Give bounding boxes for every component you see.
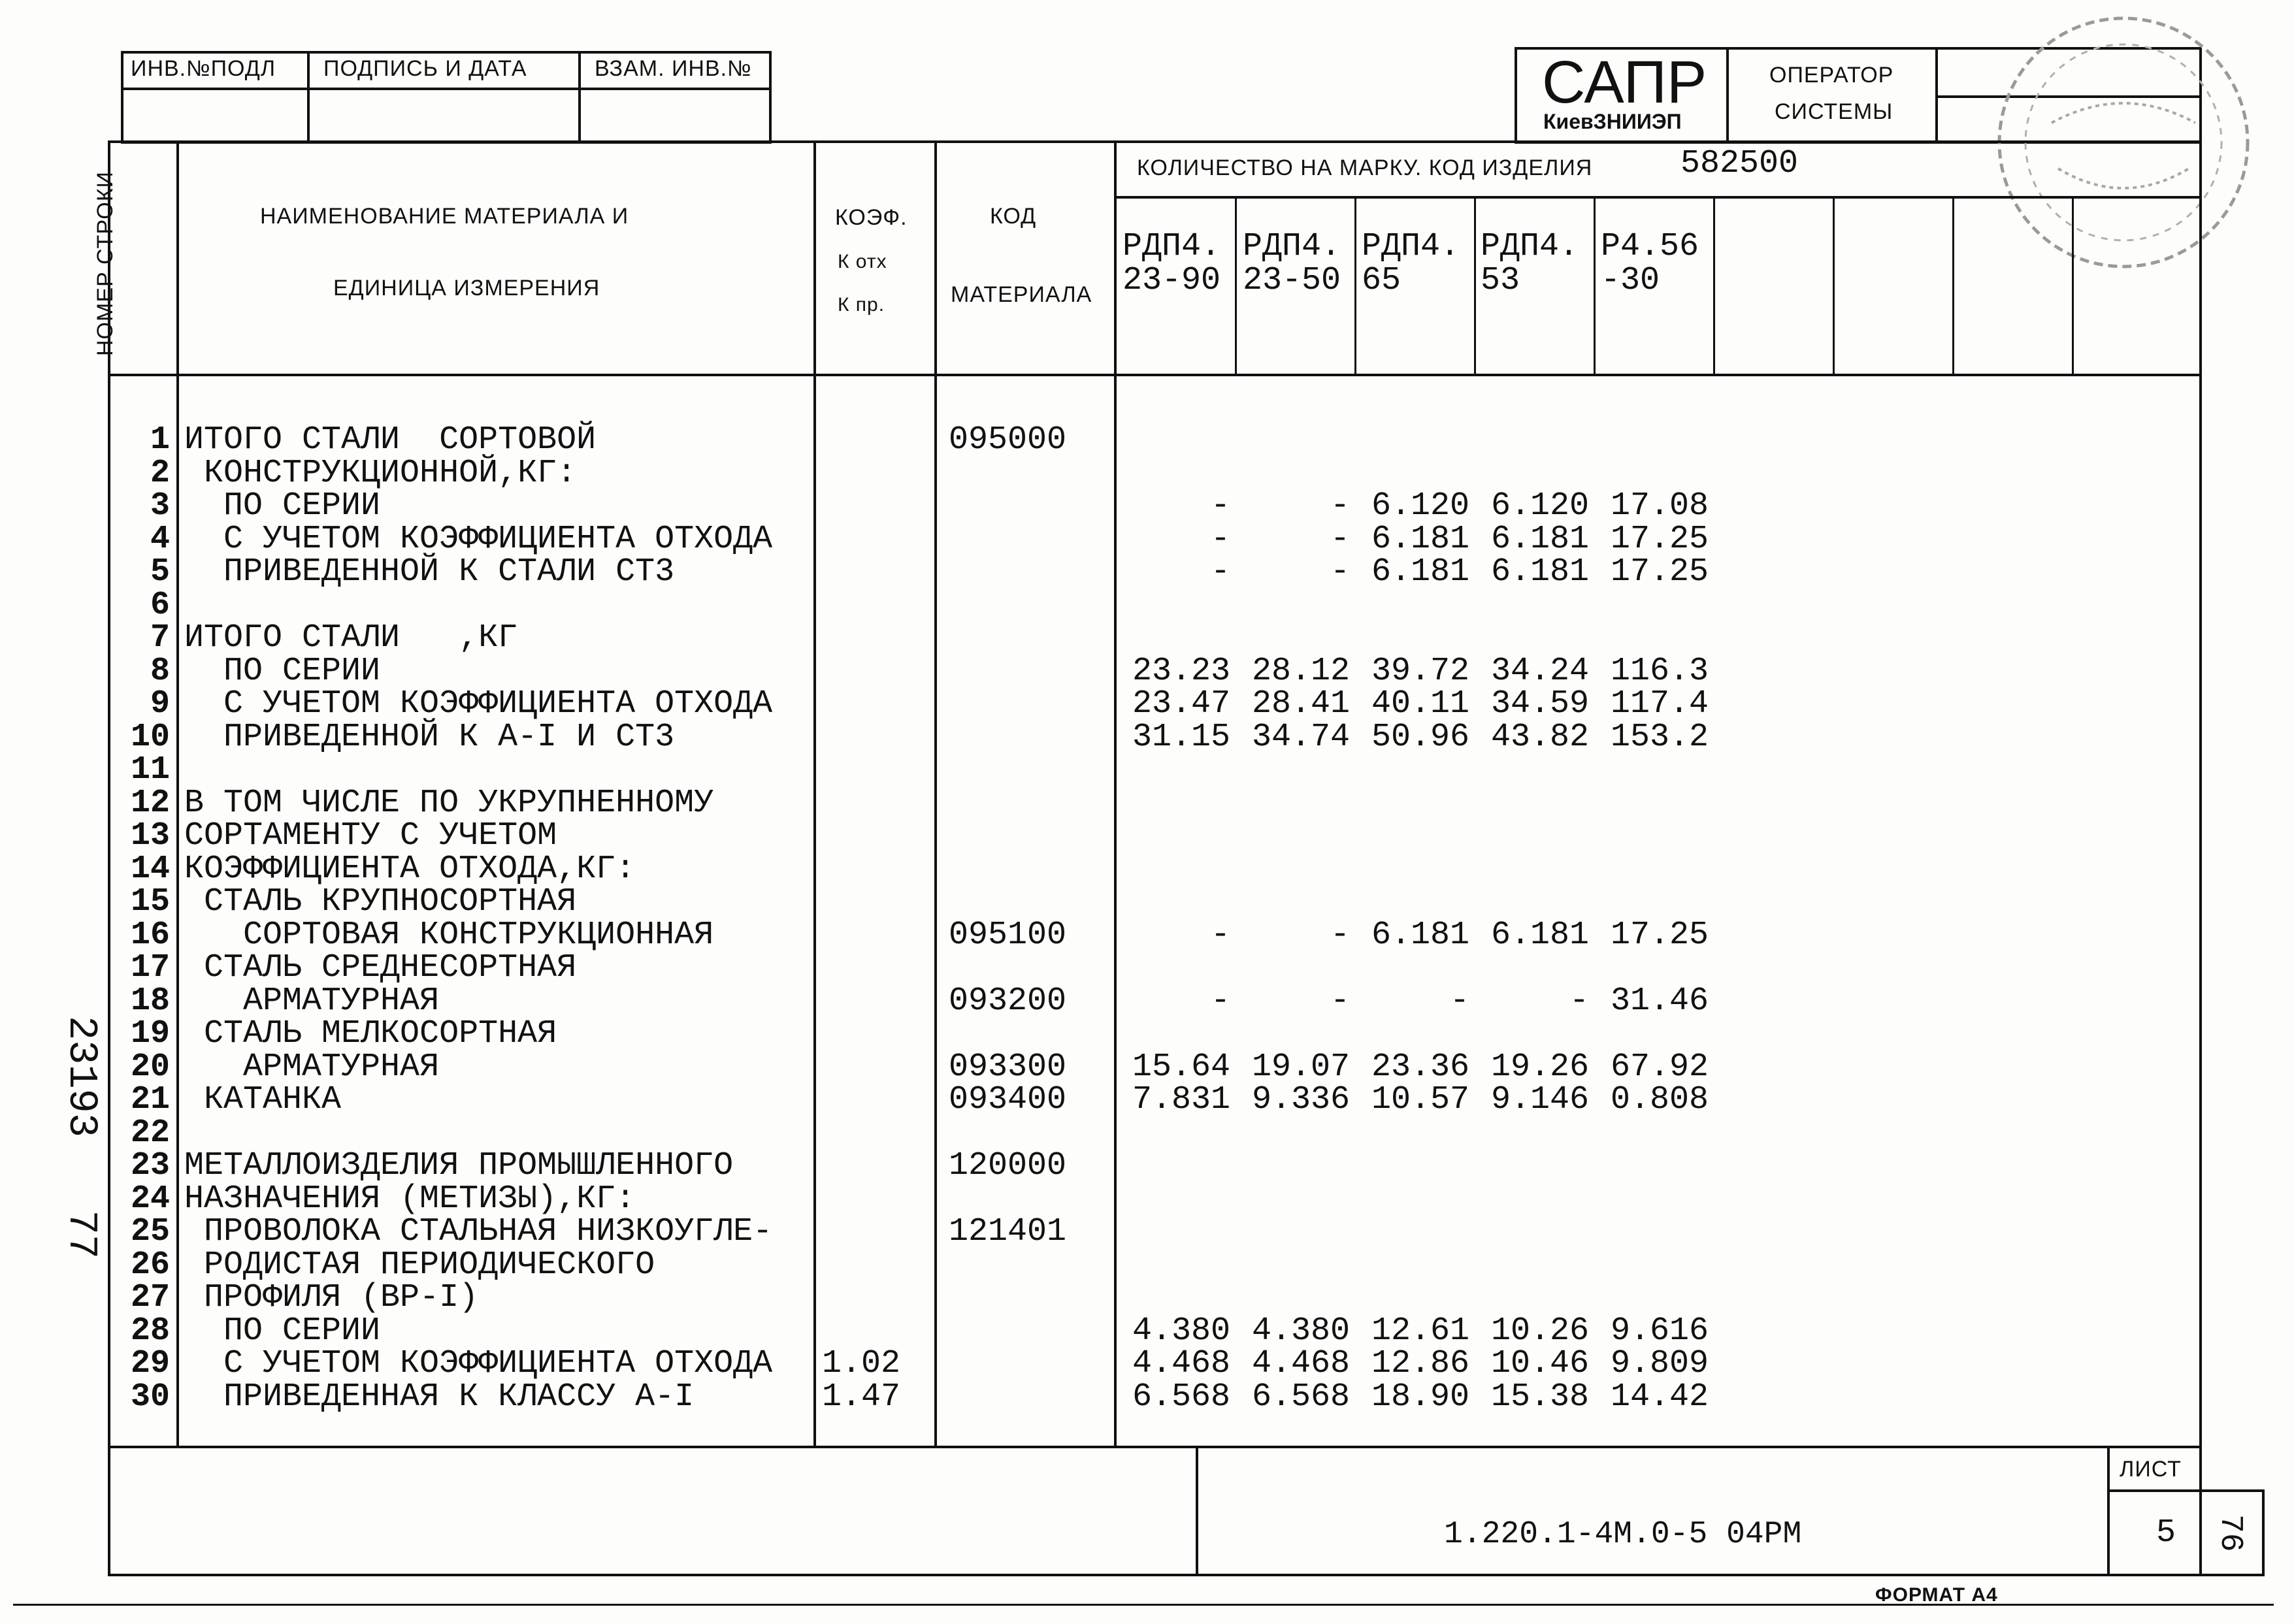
row-material-name: АРМАТУРНАЯ: [184, 982, 440, 1020]
row-coefficient: 1.02: [822, 1345, 901, 1382]
row-quantity-value: 6.120: [1371, 487, 1469, 525]
row-number: 26: [130, 1246, 170, 1284]
row-material-name: РОДИСТАЯ ПЕРИОДИЧЕСКОГО: [184, 1246, 655, 1284]
row-quantity-value: 50.96: [1371, 718, 1469, 756]
row-number: 13: [130, 817, 170, 854]
row-number: 15: [130, 883, 170, 920]
row-material-name: В ТОМ ЧИСЛЕ ПО УКРУПНЕННОМУ: [184, 784, 714, 822]
row-number: 28: [130, 1312, 170, 1350]
row-quantity-value: 34.24: [1490, 652, 1589, 690]
row-material-name: КОНСТРУКЦИОННОЙ,КГ:: [184, 454, 577, 492]
row-quantity-value: 6.568: [1132, 1378, 1230, 1416]
coef-header-line3: К пр.: [838, 294, 885, 316]
row-quantity-value: 12.61: [1371, 1312, 1469, 1350]
row-quantity-value: 116.3: [1610, 652, 1709, 690]
row-quantity-value: 153.2: [1610, 718, 1709, 756]
row-quantity-value: 4.468: [1251, 1345, 1350, 1382]
column-header-rdp4-23-90: РДП4. 23-90: [1122, 228, 1221, 299]
product-column-divider: [1474, 196, 1476, 374]
row-quantity-value: 6.181: [1371, 916, 1469, 954]
row-number: 12: [130, 784, 170, 822]
row-material-name: ИТОГО СТАЛИ СОРТОВОЙ: [184, 421, 597, 459]
operator-line2: СИСТЕМЫ: [1775, 99, 1893, 124]
row-quantity-value: 10.57: [1371, 1081, 1469, 1118]
row-quantity-value: 6.181: [1490, 916, 1589, 954]
row-material-name: С УЧЕТОМ КОЭФФИЦИЕНТА ОТХОДА: [184, 685, 773, 723]
row-quantity-value: 28.12: [1251, 652, 1350, 690]
row-quantity-value: 67.92: [1610, 1048, 1709, 1086]
row-number: 6: [150, 586, 170, 624]
column-header-rdp4-65: РДП4. 65: [1362, 228, 1460, 299]
product-column-divider: [1833, 196, 1835, 374]
row-number: 11: [130, 751, 170, 788]
row-quantity-value: 9.146: [1490, 1081, 1589, 1118]
row-quantity-value: 7.831: [1132, 1081, 1230, 1118]
row-material-name: ПО СЕРИИ: [184, 1312, 381, 1350]
row-material-code: 120000: [949, 1147, 1067, 1184]
stamp-header-inventory: ИНВ.№ПОДЛ: [131, 56, 276, 81]
row-material-name: С УЧЕТОМ КОЭФФИЦИЕНТА ОТХОДА: [184, 1345, 773, 1382]
row-quantity-value: 9.336: [1251, 1081, 1350, 1118]
row-material-name: ПО СЕРИИ: [184, 487, 381, 525]
format-label: ФОРМАТ А4: [1875, 1584, 1998, 1606]
coef-header-line1: КОЭФ.: [835, 205, 908, 230]
row-material-name: АРМАТУРНАЯ: [184, 1048, 440, 1086]
footer-divider: [1196, 1446, 1198, 1576]
row-number: 23: [130, 1147, 170, 1184]
row-number: 7: [150, 619, 170, 657]
row-number: 10: [130, 718, 170, 756]
row-quantity-value: 43.82: [1490, 718, 1589, 756]
row-quantity-value: 9.616: [1610, 1312, 1709, 1350]
row-number: 16: [130, 916, 170, 954]
column-header-rdp4-53: РДП4. 53: [1481, 228, 1579, 299]
code-header-line2: МАТЕРИАЛА: [951, 282, 1092, 307]
stamp-divider: [121, 88, 772, 90]
row-material-name: ПРИВЕДЕННОЙ К А-I И СТ3: [184, 718, 675, 756]
row-number: 9: [150, 685, 170, 723]
row-material-name: ПРИВЕДЕННОЙ К СТАЛИ СТ3: [184, 553, 675, 591]
row-quantity-value: -: [1210, 553, 1230, 591]
product-column-divider: [1354, 196, 1356, 374]
row-quantity-value: 34.59: [1490, 685, 1589, 723]
logo-main: САПР: [1542, 49, 1707, 116]
row-number: 4: [150, 520, 170, 558]
row-quantity-value: 9.809: [1610, 1345, 1709, 1382]
row-quantity-value: 4.380: [1132, 1312, 1230, 1350]
row-coefficient: 1.47: [822, 1378, 901, 1416]
row-material-name: СТАЛЬ СРЕДНЕСОРТНАЯ: [184, 949, 577, 986]
row-quantity-value: -: [1330, 520, 1350, 558]
row-number: 24: [130, 1180, 170, 1218]
product-column-divider: [1235, 196, 1237, 374]
row-quantity-value: 15.64: [1132, 1048, 1230, 1086]
row-number: 17: [130, 949, 170, 986]
row-quantity-value: 0.808: [1610, 1081, 1709, 1118]
row-material-code: 093300: [949, 1048, 1067, 1086]
row-quantity-value: 4.468: [1132, 1345, 1230, 1382]
row-quantity-value: 40.11: [1371, 685, 1469, 723]
product-column-divider: [2072, 196, 2074, 374]
row-quantity-value: -: [1210, 520, 1230, 558]
row-number: 1: [150, 421, 170, 459]
column-divider: [813, 140, 816, 1446]
name-header-line1: НАИМЕНОВАНИЕ МАТЕРИАЛА И: [260, 204, 629, 229]
row-material-name: ПРОВОЛОКА СТАЛЬНАЯ НИЗКОУГЛЕ-: [184, 1213, 773, 1250]
page-bottom-edge: [13, 1604, 2274, 1606]
row-material-name: СТАЛЬ КРУПНОСОРТНАЯ: [184, 883, 577, 920]
name-header-line2: ЕДИНИЦА ИЗМЕРЕНИЯ: [333, 276, 600, 300]
row-number: 8: [150, 652, 170, 690]
logo-divider: [1726, 47, 1729, 144]
row-quantity-value: 39.72: [1371, 652, 1469, 690]
row-quantity-value: 117.4: [1610, 685, 1709, 723]
row-quantity-value: 17.25: [1610, 916, 1709, 954]
row-quantity-value: 10.26: [1490, 1312, 1589, 1350]
header-divider: [108, 374, 2202, 376]
row-quantity-value: 6.568: [1251, 1378, 1350, 1416]
row-number: 25: [130, 1213, 170, 1250]
row-number: 3: [150, 487, 170, 525]
row-quantity-value: -: [1210, 487, 1230, 525]
row-quantity-value: 19.07: [1251, 1048, 1350, 1086]
row-number: 20: [130, 1048, 170, 1086]
row-quantity-value: -: [1210, 916, 1230, 954]
row-number: 27: [130, 1279, 170, 1316]
row-material-name: ПО СЕРИИ: [184, 652, 381, 690]
row-material-name: СТАЛЬ МЕЛКОСОРТНАЯ: [184, 1015, 557, 1052]
margin-number: 23193 77: [58, 1016, 105, 1259]
product-code: 582500: [1680, 145, 1799, 182]
row-material-name: СОРТАМЕНТУ С УЧЕТОМ: [184, 817, 557, 854]
column-header-rdp4-23-50: РДП4. 23-50: [1243, 228, 1341, 299]
row-quantity-value: 14.42: [1610, 1378, 1709, 1416]
row-quantity-value: 23.36: [1371, 1048, 1469, 1086]
row-material-code: 095000: [949, 421, 1067, 459]
row-number-header: НОМЕР СТРОКИ: [93, 171, 118, 356]
row-number: 2: [150, 454, 170, 492]
row-number: 21: [130, 1081, 170, 1118]
stamp-header-signature: ПОДПИСЬ И ДАТА: [323, 56, 527, 81]
code-header-line1: КОД: [990, 204, 1037, 229]
footer-divider: [2107, 1446, 2110, 1576]
row-material-name: НАЗНАЧЕНИЯ (МЕТИЗЫ),КГ:: [184, 1180, 636, 1218]
row-quantity-value: 19.26: [1490, 1048, 1589, 1086]
product-column-divider: [1952, 196, 1954, 374]
row-number: 30: [130, 1378, 170, 1416]
document-code: 1.220.1-4М.0-5 04РМ: [1444, 1517, 1802, 1552]
stamp-header-replacement: ВЗАМ. ИНВ.№: [595, 56, 752, 81]
row-material-name: ПРИВЕДЕННАЯ К КЛАССУ А-I: [184, 1378, 695, 1416]
row-quantity-value: 4.380: [1251, 1312, 1350, 1350]
quantity-header-divider: [1114, 196, 2202, 199]
row-quantity-value: 6.181: [1490, 553, 1589, 591]
quantity-header-label: КОЛИЧЕСТВО НА МАРКУ. КОД ИЗДЕЛИЯ: [1137, 155, 1593, 180]
row-material-code: 095100: [949, 916, 1067, 954]
row-material-code: 093200: [949, 982, 1067, 1020]
row-quantity-value: 18.90: [1371, 1378, 1469, 1416]
row-quantity-value: -: [1569, 982, 1589, 1020]
sheet-label: ЛИСТ: [2120, 1457, 2182, 1482]
row-quantity-value: 17.08: [1610, 487, 1709, 525]
row-number: 22: [130, 1114, 170, 1152]
row-quantity-value: -: [1449, 982, 1469, 1020]
logo-sub: КиевЗНИИЭП: [1543, 110, 1682, 133]
row-quantity-value: 17.25: [1610, 520, 1709, 558]
row-material-name: С УЧЕТОМ КОЭФФИЦИЕНТА ОТХОДА: [184, 520, 773, 558]
row-number: 14: [130, 850, 170, 888]
row-material-code: 093400: [949, 1081, 1067, 1118]
row-material-name: КОЭФФИЦИЕНТА ОТХОДА,КГ:: [184, 850, 636, 888]
row-quantity-value: 23.47: [1132, 685, 1230, 723]
footer-divider: [108, 1446, 2202, 1448]
sheet-number: 5: [2156, 1514, 2176, 1551]
row-material-name: ПРОФИЛЯ (ВР-I): [184, 1279, 479, 1316]
operator-line1: ОПЕРАТОР: [1769, 63, 1894, 88]
row-quantity-value: -: [1330, 916, 1350, 954]
row-quantity-value: 31.46: [1610, 982, 1709, 1020]
row-quantity-value: 28.41: [1251, 685, 1350, 723]
row-quantity-value: 12.86: [1371, 1345, 1469, 1382]
row-material-code: 121401: [949, 1213, 1067, 1250]
column-divider: [934, 140, 937, 1446]
row-quantity-value: 10.46: [1490, 1345, 1589, 1382]
footer-divider: [2107, 1489, 2202, 1492]
row-number: 29: [130, 1345, 170, 1382]
column-divider: [176, 140, 179, 1446]
row-quantity-value: 6.181: [1371, 520, 1469, 558]
row-quantity-value: 34.74: [1251, 718, 1350, 756]
row-quantity-value: -: [1210, 982, 1230, 1020]
product-column-divider: [1594, 196, 1596, 374]
stamp-divider: [578, 51, 581, 144]
row-material-name: МЕТАЛЛОИЗДЕЛИЯ ПРОМЫШЛЕННОГО: [184, 1147, 734, 1184]
corner-number: 76: [2212, 1514, 2248, 1552]
product-column-divider: [1713, 196, 1715, 374]
row-number: 5: [150, 553, 170, 591]
row-quantity-value: 6.181: [1490, 520, 1589, 558]
row-quantity-value: -: [1330, 982, 1350, 1020]
row-material-name: ИТОГО СТАЛИ ,КГ: [184, 619, 518, 657]
column-divider: [1114, 140, 1117, 1446]
row-quantity-value: 17.25: [1610, 553, 1709, 591]
row-material-name: СОРТОВАЯ КОНСТРУКЦИОННАЯ: [184, 916, 714, 954]
coef-header-line2: К отх: [838, 251, 887, 272]
row-number: 18: [130, 982, 170, 1020]
column-header-r4-56-30: Р4.56 -30: [1601, 228, 1699, 299]
row-quantity-value: -: [1330, 487, 1350, 525]
row-quantity-value: 15.38: [1490, 1378, 1589, 1416]
stamp-divider: [307, 51, 310, 144]
row-number: 19: [130, 1015, 170, 1052]
row-material-name: КАТАНКА: [184, 1081, 342, 1118]
row-quantity-value: -: [1330, 553, 1350, 591]
row-quantity-value: 6.120: [1490, 487, 1589, 525]
row-quantity-value: 31.15: [1132, 718, 1230, 756]
row-quantity-value: 23.23: [1132, 652, 1230, 690]
row-quantity-value: 6.181: [1371, 553, 1469, 591]
